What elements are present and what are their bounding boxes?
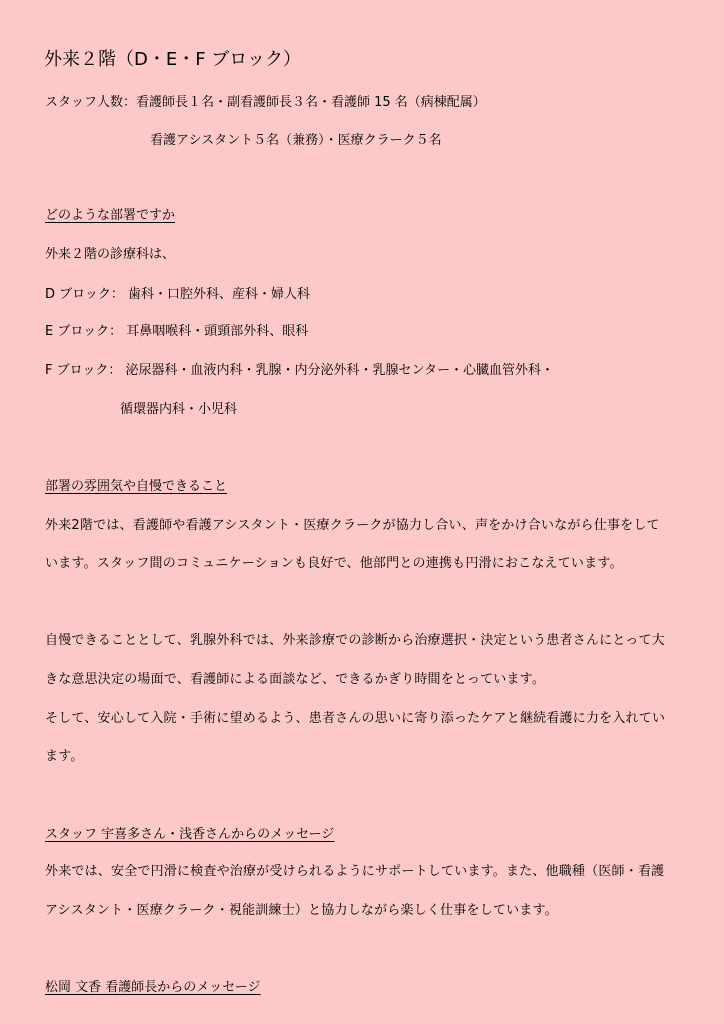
pride-paragraph-line-2: きな意思決定の場面で、看護師による面談など、できるかぎり時間をとっています。 xyxy=(45,672,546,687)
staff-count-line-1: スタッフ人数：看護師長１名・副看護師長３名・看護師 15 名（病棟配属） xyxy=(45,95,486,110)
section-heading-atmosphere: 部署の雰囲気や自慢できること xyxy=(45,479,228,494)
pride-paragraph-line-1: 自慢できることとして、乳腺外科では、外来診療での診断から治療選択・決定という患者さんにとって大 xyxy=(45,633,665,648)
d-block-departments: D ブロック： 歯科・口腔外科、産科・婦人科 xyxy=(45,287,311,302)
pride-paragraph-line-4: ます。 xyxy=(45,749,84,764)
f-block-departments: F ブロック： 泌尿器科・血液内科・乳腺・内分泌外科・乳腺センター・心臓血管外科・ xyxy=(45,363,554,378)
section-heading-staff-message: スタッフ 宇喜多さん・浅香さんからのメッセージ xyxy=(45,827,335,842)
atmosphere-paragraph-line-2: います。スタッフ間のコミュニケーションも良好で、他部門との連携も円滑におこなえています。 xyxy=(45,556,623,571)
section-heading-department: どのような部署ですか xyxy=(45,208,176,223)
staff-message-line-2: アシスタント・医療クラーク・視能訓練士）と協力しながら楽しく仕事をしています。 xyxy=(45,903,558,918)
section-heading-head-nurse-message: 松岡 文香 看護師長からのメッセージ xyxy=(45,980,261,995)
atmosphere-paragraph-line-1: 外来2階では、看護師や看護アシスタント・医療クラークが協力し合い、声をかけ合いながら仕事をして xyxy=(45,518,660,533)
pride-paragraph-line-3: そして、安心して入院・手術に望めるよう、患者さんの思いに寄り添ったケアと継続看護に力を入れてい xyxy=(45,711,666,726)
staff-message-line-1: 外来では、安全で円滑に検査や治療が受けられるようにサポートしています。また、他職種（医師・看護 xyxy=(45,864,665,879)
staff-count-line-2: 看護アシスタント５名（兼務）・医療クラーク５名 xyxy=(150,133,442,148)
department-intro: 外来２階の診療科は、 xyxy=(45,247,176,262)
page-title: 外来２階（D・E・F ブロック） xyxy=(44,49,301,70)
f-block-departments-continued: 循環器内科・小児科 xyxy=(120,402,238,417)
e-block-departments: E ブロック： 耳鼻咽喉科・頭頸部外科、眼科 xyxy=(45,324,309,339)
